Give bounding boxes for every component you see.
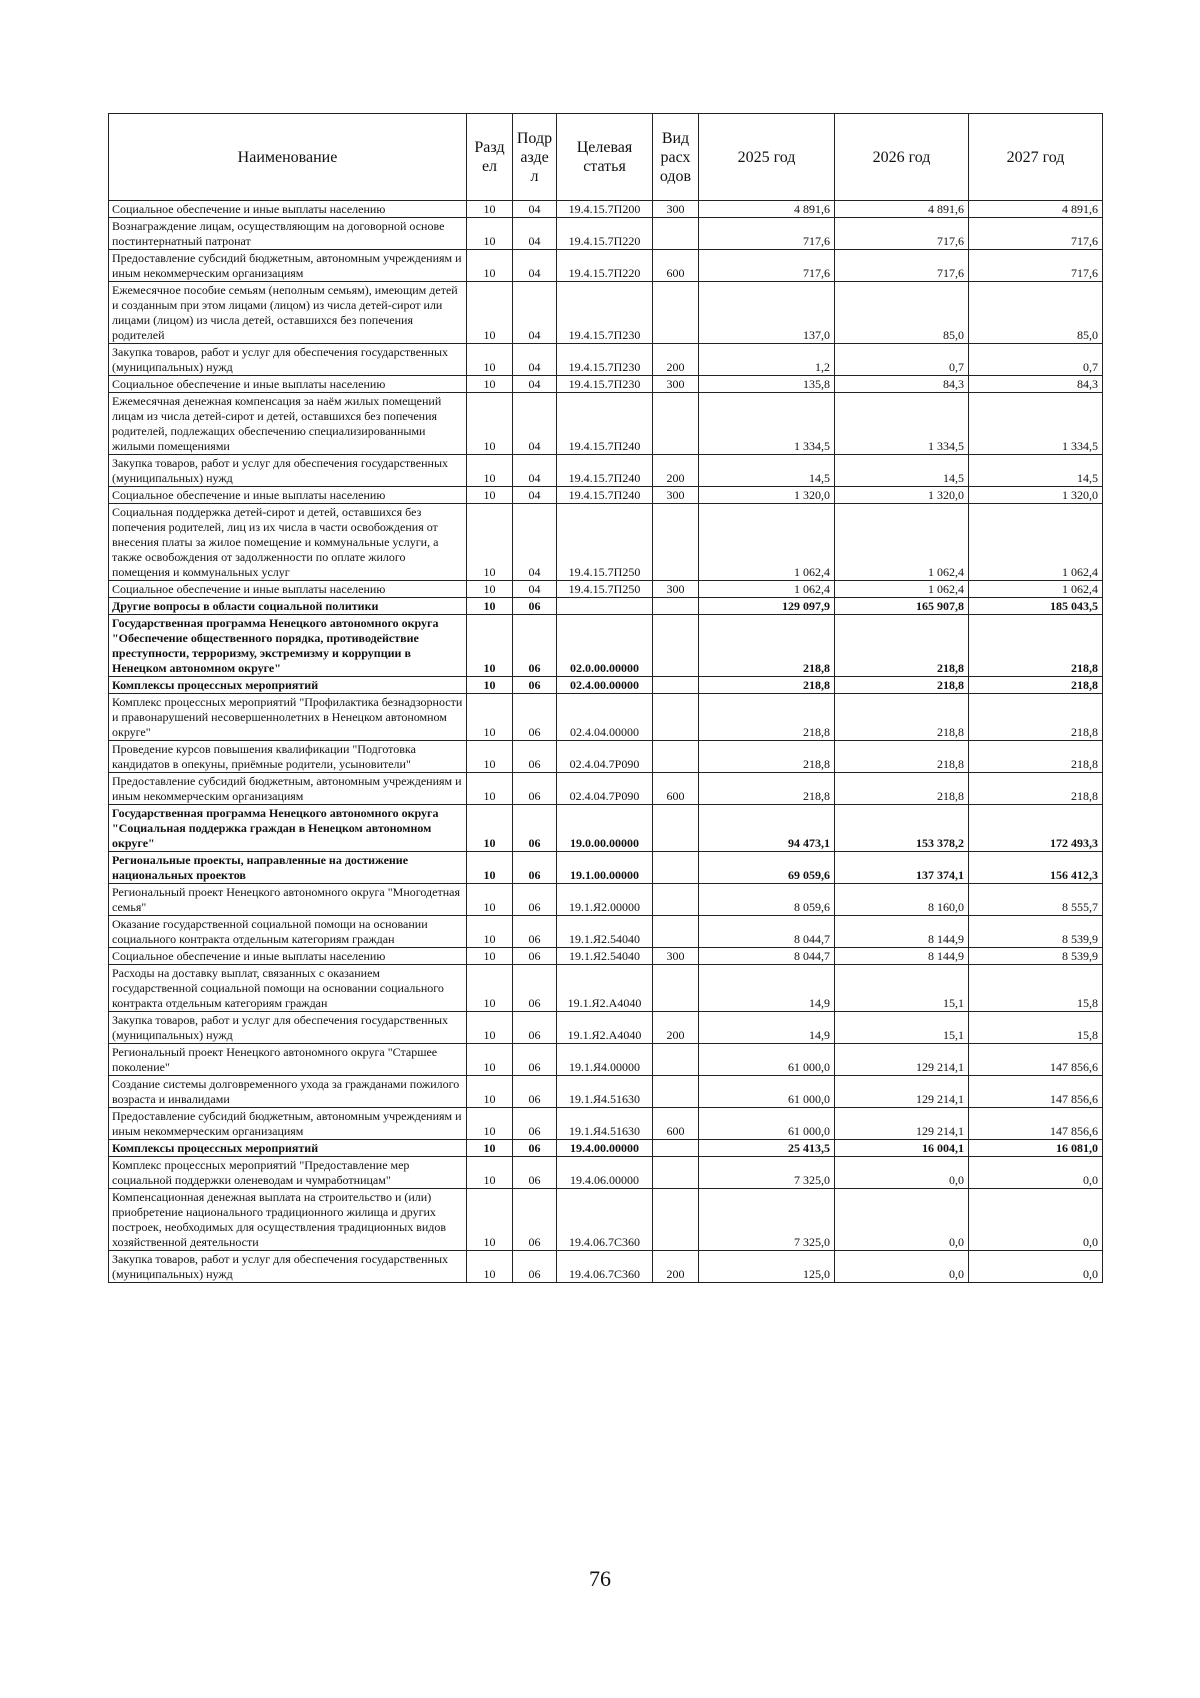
- header-year-2026: 2026 год: [835, 114, 969, 201]
- table-row: [109, 201, 1103, 218]
- row-name-cell: Закупка товаров, работ и услуг для обеспечения государственных (муниципальных) нужд: [109, 1012, 467, 1044]
- table-row: [109, 393, 1103, 455]
- row-subsection-cell: 06: [513, 615, 557, 677]
- row-2025-value-cell: 61 000,0: [699, 1076, 835, 1108]
- row-subsection-cell: 06: [513, 852, 557, 884]
- row-2025-value-cell: 137,0: [699, 282, 835, 344]
- row-target-article-cell: 19.4.15.7П230: [557, 344, 653, 376]
- row-expense-type-cell: 200: [653, 1251, 699, 1283]
- row-target-article-cell: 19.4.06.00000: [557, 1157, 653, 1189]
- row-subsection-cell: 04: [513, 504, 557, 581]
- row-target-article-cell: 19.4.15.7П220: [557, 218, 653, 250]
- row-2025-value-cell: 1 334,5: [699, 393, 835, 455]
- row-2026-value-cell: 85,0: [835, 282, 969, 344]
- header-name: Наименование: [109, 114, 467, 201]
- row-expense-type-cell: [653, 504, 699, 581]
- row-target-article-cell: 19.1.Я2.00000: [557, 884, 653, 916]
- row-section-cell: 10: [467, 741, 513, 773]
- table-row: [109, 773, 1103, 805]
- row-expense-type-cell: [653, 1157, 699, 1189]
- row-expense-type-cell: 200: [653, 1012, 699, 1044]
- table-row: [109, 581, 1103, 598]
- table-row: [109, 677, 1103, 694]
- row-2027-value-cell: 84,3: [969, 376, 1103, 393]
- row-name-cell: Комплекс процессных мероприятий "Профилактика безнадзорности и правонарушений несовершеннолетних в Ненецком автономном округе": [109, 694, 467, 741]
- row-section-cell: 10: [467, 694, 513, 741]
- row-2026-value-cell: 1 334,5: [835, 393, 969, 455]
- row-section-cell: 10: [467, 1076, 513, 1108]
- table-row: [109, 598, 1103, 615]
- row-target-article-cell: 19.1.Я2.54040: [557, 948, 653, 965]
- row-2025-value-cell: 4 891,6: [699, 201, 835, 218]
- row-2025-value-cell: 61 000,0: [699, 1044, 835, 1076]
- row-subsection-cell: 04: [513, 455, 557, 487]
- row-2027-value-cell: 172 493,3: [969, 805, 1103, 852]
- row-2026-value-cell: 14,5: [835, 455, 969, 487]
- row-2027-value-cell: 0,7: [969, 344, 1103, 376]
- row-2025-value-cell: 61 000,0: [699, 1108, 835, 1140]
- row-section-cell: 10: [467, 376, 513, 393]
- table-row: [109, 1157, 1103, 1189]
- row-target-article-cell: 19.1.00.00000: [557, 852, 653, 884]
- row-2027-value-cell: 14,5: [969, 455, 1103, 487]
- row-target-article-cell: [557, 598, 653, 615]
- row-subsection-cell: 06: [513, 805, 557, 852]
- row-2025-value-cell: 125,0: [699, 1251, 835, 1283]
- row-2026-value-cell: 153 378,2: [835, 805, 969, 852]
- table-row: [109, 884, 1103, 916]
- row-subsection-cell: 06: [513, 1012, 557, 1044]
- row-name-cell: Комплекс процессных мероприятий "Предоставление мер социальной поддержки оленеводам и чумработницам": [109, 1157, 467, 1189]
- row-expense-type-cell: [653, 741, 699, 773]
- table-body: [109, 201, 1103, 1283]
- row-target-article-cell: 19.4.15.7П250: [557, 581, 653, 598]
- row-expense-type-cell: [653, 1044, 699, 1076]
- table-row: [109, 1076, 1103, 1108]
- row-name-cell: Другие вопросы в области социальной политики: [109, 598, 467, 615]
- row-2027-value-cell: 1 334,5: [969, 393, 1103, 455]
- row-2026-value-cell: 129 214,1: [835, 1108, 969, 1140]
- row-name-cell: Социальное обеспечение и иные выплаты населению: [109, 201, 467, 218]
- row-expense-type-cell: [653, 1076, 699, 1108]
- row-2025-value-cell: 218,8: [699, 773, 835, 805]
- row-2025-value-cell: 1,2: [699, 344, 835, 376]
- header-subsection: Подр азде л: [513, 114, 557, 201]
- row-name-cell: Предоставление субсидий бюджетным, автономным учреждениям и иным некоммерческим организациям: [109, 773, 467, 805]
- row-name-cell: Социальное обеспечение и иные выплаты населению: [109, 376, 467, 393]
- row-expense-type-cell: 300: [653, 201, 699, 218]
- row-name-cell: Ежемесячная денежная компенсация за наём жилых помещений лицам из числа детей-сирот и детей, оставшихся без попечения родителей, подлежащих обеспечению специализированными жилыми помещениями: [109, 393, 467, 455]
- row-2027-value-cell: 147 856,6: [969, 1044, 1103, 1076]
- row-name-cell: Предоставление субсидий бюджетным, автономным учреждениям и иным некоммерческим организациям: [109, 250, 467, 282]
- row-section-cell: 10: [467, 852, 513, 884]
- table-row: [109, 344, 1103, 376]
- row-expense-type-cell: 300: [653, 948, 699, 965]
- row-subsection-cell: 06: [513, 1251, 557, 1283]
- page-number: 76: [589, 1566, 611, 1591]
- row-target-article-cell: 19.4.15.7П250: [557, 504, 653, 581]
- row-2027-value-cell: 218,8: [969, 677, 1103, 694]
- row-name-cell: Комплексы процессных мероприятий: [109, 1140, 467, 1157]
- table-row: [109, 1140, 1103, 1157]
- row-section-cell: 10: [467, 916, 513, 948]
- row-subsection-cell: 04: [513, 344, 557, 376]
- row-2026-value-cell: 0,7: [835, 344, 969, 376]
- table-row: [109, 852, 1103, 884]
- row-2025-value-cell: 1 062,4: [699, 581, 835, 598]
- row-2027-value-cell: 8 555,7: [969, 884, 1103, 916]
- row-2025-value-cell: 218,8: [699, 694, 835, 741]
- row-2025-value-cell: 8 044,7: [699, 948, 835, 965]
- row-2026-value-cell: 218,8: [835, 773, 969, 805]
- row-2027-value-cell: 218,8: [969, 773, 1103, 805]
- table-row: [109, 694, 1103, 741]
- header-expense-type: Вид расх одов: [653, 114, 699, 201]
- table-row: [109, 615, 1103, 677]
- row-target-article-cell: 19.4.15.7П240: [557, 487, 653, 504]
- row-subsection-cell: 04: [513, 201, 557, 218]
- table-row: [109, 965, 1103, 1012]
- row-name-cell: Региональный проект Ненецкого автономного округа "Многодетная семья": [109, 884, 467, 916]
- row-2027-value-cell: 8 539,9: [969, 948, 1103, 965]
- row-section-cell: 10: [467, 1189, 513, 1251]
- row-section-cell: 10: [467, 282, 513, 344]
- table-row: [109, 1251, 1103, 1283]
- row-2026-value-cell: 218,8: [835, 694, 969, 741]
- row-target-article-cell: 19.4.15.7П240: [557, 455, 653, 487]
- row-subsection-cell: 04: [513, 581, 557, 598]
- row-2025-value-cell: 7 325,0: [699, 1189, 835, 1251]
- row-2025-value-cell: 25 413,5: [699, 1140, 835, 1157]
- row-name-cell: Региональные проекты, направленные на достижение национальных проектов: [109, 852, 467, 884]
- row-subsection-cell: 06: [513, 916, 557, 948]
- row-section-cell: 10: [467, 393, 513, 455]
- row-2025-value-cell: 218,8: [699, 677, 835, 694]
- row-section-cell: 10: [467, 773, 513, 805]
- table-row: [109, 1108, 1103, 1140]
- row-2026-value-cell: 15,1: [835, 965, 969, 1012]
- row-2025-value-cell: 717,6: [699, 218, 835, 250]
- row-2026-value-cell: 129 214,1: [835, 1044, 969, 1076]
- row-expense-type-cell: [653, 598, 699, 615]
- row-2027-value-cell: 717,6: [969, 250, 1103, 282]
- row-2025-value-cell: 94 473,1: [699, 805, 835, 852]
- row-2025-value-cell: 8 059,6: [699, 884, 835, 916]
- row-name-cell: Закупка товаров, работ и услуг для обеспечения государственных (муниципальных) нужд: [109, 344, 467, 376]
- row-2025-value-cell: 129 097,9: [699, 598, 835, 615]
- row-target-article-cell: 02.4.04.7Р090: [557, 741, 653, 773]
- row-2027-value-cell: 218,8: [969, 694, 1103, 741]
- table-row: [109, 218, 1103, 250]
- row-section-cell: 10: [467, 504, 513, 581]
- row-name-cell: Закупка товаров, работ и услуг для обеспечения государственных (муниципальных) нужд: [109, 455, 467, 487]
- row-2025-value-cell: 8 044,7: [699, 916, 835, 948]
- row-2027-value-cell: 185 043,5: [969, 598, 1103, 615]
- row-expense-type-cell: 300: [653, 581, 699, 598]
- row-section-cell: 10: [467, 581, 513, 598]
- row-expense-type-cell: [653, 916, 699, 948]
- row-2027-value-cell: 0,0: [969, 1157, 1103, 1189]
- row-2026-value-cell: 0,0: [835, 1189, 969, 1251]
- row-target-article-cell: 19.1.Я2.54040: [557, 916, 653, 948]
- row-2026-value-cell: 218,8: [835, 677, 969, 694]
- row-2026-value-cell: 165 907,8: [835, 598, 969, 615]
- row-name-cell: Государственная программа Ненецкого автономного округа "Обеспечение общественного порядка, противодействие преступности, терроризму, экстремизму и коррупции в Ненецком автономном округе": [109, 615, 467, 677]
- row-section-cell: 10: [467, 218, 513, 250]
- row-target-article-cell: 19.4.15.7П200: [557, 201, 653, 218]
- row-target-article-cell: 02.4.04.00000: [557, 694, 653, 741]
- row-2026-value-cell: 1 320,0: [835, 487, 969, 504]
- row-section-cell: 10: [467, 1157, 513, 1189]
- row-2025-value-cell: 717,6: [699, 250, 835, 282]
- row-target-article-cell: 02.4.00.00000: [557, 677, 653, 694]
- row-name-cell: Ежемесячное пособие семьям (неполным семьям), имеющим детей и созданным при этом лицами (лицом) из числа детей-сирот или лицами (лицом) из числа детей, оставшихся без попечения родителей: [109, 282, 467, 344]
- row-2026-value-cell: 0,0: [835, 1157, 969, 1189]
- row-2025-value-cell: 14,9: [699, 1012, 835, 1044]
- row-target-article-cell: 19.1.Я2.А4040: [557, 965, 653, 1012]
- row-subsection-cell: 06: [513, 884, 557, 916]
- row-name-cell: Социальное обеспечение и иные выплаты населению: [109, 487, 467, 504]
- row-expense-type-cell: [653, 393, 699, 455]
- row-2025-value-cell: 1 320,0: [699, 487, 835, 504]
- row-section-cell: 10: [467, 615, 513, 677]
- row-subsection-cell: 06: [513, 1108, 557, 1140]
- row-subsection-cell: 06: [513, 694, 557, 741]
- row-expense-type-cell: [653, 1140, 699, 1157]
- row-2027-value-cell: 8 539,9: [969, 916, 1103, 948]
- row-2026-value-cell: 8 160,0: [835, 884, 969, 916]
- row-section-cell: 10: [467, 805, 513, 852]
- row-expense-type-cell: [653, 965, 699, 1012]
- row-subsection-cell: 06: [513, 773, 557, 805]
- row-2026-value-cell: 15,1: [835, 1012, 969, 1044]
- row-2025-value-cell: 7 325,0: [699, 1157, 835, 1189]
- row-subsection-cell: 06: [513, 1044, 557, 1076]
- row-name-cell: Расходы на доставку выплат, связанных с оказанием государственной социальной помощи на основании социального контракта отдельным категориям граждан: [109, 965, 467, 1012]
- row-target-article-cell: 02.0.00.00000: [557, 615, 653, 677]
- row-2026-value-cell: 16 004,1: [835, 1140, 969, 1157]
- row-section-cell: 10: [467, 455, 513, 487]
- row-2027-value-cell: 4 891,6: [969, 201, 1103, 218]
- row-name-cell: Компенсационная денежная выплата на строительство и (или) приобретение национального традиционного жилища и других построек, необходимых для осуществления традиционных видов хозяйственной деятельности: [109, 1189, 467, 1251]
- row-section-cell: 10: [467, 677, 513, 694]
- row-name-cell: Вознаграждение лицам, осуществляющим на договорной основе постинтернатный патронат: [109, 218, 467, 250]
- header-target-article: Целевая статья: [557, 114, 653, 201]
- row-2027-value-cell: 717,6: [969, 218, 1103, 250]
- row-subsection-cell: 06: [513, 741, 557, 773]
- row-section-cell: 10: [467, 965, 513, 1012]
- row-target-article-cell: 19.4.15.7П230: [557, 376, 653, 393]
- row-2026-value-cell: 0,0: [835, 1251, 969, 1283]
- row-subsection-cell: 06: [513, 965, 557, 1012]
- row-2026-value-cell: 8 144,9: [835, 916, 969, 948]
- table-row: [109, 1044, 1103, 1076]
- row-name-cell: Социальная поддержка детей-сирот и детей, оставшихся без попечения родителей, лиц из их числа в части освобождения от внесения платы за жилое помещение и коммунальные услуги, а также освобождения от задолженности по оплате жилого помещения и коммунальных услуг: [109, 504, 467, 581]
- row-section-cell: 10: [467, 1251, 513, 1283]
- row-name-cell: Создание системы долговременного ухода за гражданами пожилого возраста и инвалидами: [109, 1076, 467, 1108]
- row-subsection-cell: 04: [513, 393, 557, 455]
- row-2026-value-cell: 84,3: [835, 376, 969, 393]
- row-2027-value-cell: 1 062,4: [969, 504, 1103, 581]
- row-2027-value-cell: 16 081,0: [969, 1140, 1103, 1157]
- row-2026-value-cell: 717,6: [835, 218, 969, 250]
- row-2026-value-cell: 717,6: [835, 250, 969, 282]
- row-2026-value-cell: 8 144,9: [835, 948, 969, 965]
- row-target-article-cell: 19.1.Я2.А4040: [557, 1012, 653, 1044]
- row-target-article-cell: 19.1.Я4.51630: [557, 1076, 653, 1108]
- row-subsection-cell: 06: [513, 948, 557, 965]
- row-2027-value-cell: 218,8: [969, 615, 1103, 677]
- row-target-article-cell: 19.1.Я4.00000: [557, 1044, 653, 1076]
- row-2027-value-cell: 156 412,3: [969, 852, 1103, 884]
- row-expense-type-cell: 600: [653, 773, 699, 805]
- row-target-article-cell: 19.4.06.7С360: [557, 1189, 653, 1251]
- table-header-row: [109, 114, 1103, 201]
- row-2025-value-cell: 135,8: [699, 376, 835, 393]
- row-subsection-cell: 06: [513, 1157, 557, 1189]
- table-row: [109, 376, 1103, 393]
- header-year-2025: 2025 год: [699, 114, 835, 201]
- row-subsection-cell: 06: [513, 1140, 557, 1157]
- header-section: Разд ел: [467, 114, 513, 201]
- row-2026-value-cell: 218,8: [835, 741, 969, 773]
- budget-table: [108, 113, 1103, 1283]
- row-target-article-cell: 19.4.00.00000: [557, 1140, 653, 1157]
- row-2025-value-cell: 14,5: [699, 455, 835, 487]
- row-name-cell: Социальное обеспечение и иные выплаты населению: [109, 581, 467, 598]
- row-expense-type-cell: 600: [653, 1108, 699, 1140]
- row-2027-value-cell: 85,0: [969, 282, 1103, 344]
- row-section-cell: 10: [467, 487, 513, 504]
- row-2026-value-cell: 137 374,1: [835, 852, 969, 884]
- row-subsection-cell: 06: [513, 1189, 557, 1251]
- row-2027-value-cell: 147 856,6: [969, 1108, 1103, 1140]
- row-expense-type-cell: [653, 805, 699, 852]
- row-name-cell: Закупка товаров, работ и услуг для обеспечения государственных (муниципальных) нужд: [109, 1251, 467, 1283]
- row-section-cell: 10: [467, 1044, 513, 1076]
- row-expense-type-cell: [653, 218, 699, 250]
- row-target-article-cell: 19.1.Я4.51630: [557, 1108, 653, 1140]
- row-2025-value-cell: 14,9: [699, 965, 835, 1012]
- row-expense-type-cell: [653, 1189, 699, 1251]
- row-2027-value-cell: 218,8: [969, 741, 1103, 773]
- row-name-cell: Предоставление субсидий бюджетным, автономным учреждениям и иным некоммерческим организациям: [109, 1108, 467, 1140]
- row-expense-type-cell: [653, 852, 699, 884]
- row-expense-type-cell: [653, 884, 699, 916]
- row-subsection-cell: 06: [513, 1076, 557, 1108]
- row-2025-value-cell: 1 062,4: [699, 504, 835, 581]
- row-expense-type-cell: 600: [653, 250, 699, 282]
- row-2027-value-cell: 147 856,6: [969, 1076, 1103, 1108]
- row-expense-type-cell: [653, 615, 699, 677]
- row-subsection-cell: 04: [513, 487, 557, 504]
- row-name-cell: Комплексы процессных мероприятий: [109, 677, 467, 694]
- row-target-article-cell: 02.4.04.7Р090: [557, 773, 653, 805]
- row-2026-value-cell: 129 214,1: [835, 1076, 969, 1108]
- row-2027-value-cell: 1 320,0: [969, 487, 1103, 504]
- row-2025-value-cell: 218,8: [699, 615, 835, 677]
- row-2026-value-cell: 218,8: [835, 615, 969, 677]
- table-row: [109, 504, 1103, 581]
- row-section-cell: 10: [467, 948, 513, 965]
- table-row: [109, 250, 1103, 282]
- row-section-cell: 10: [467, 1108, 513, 1140]
- row-subsection-cell: 06: [513, 677, 557, 694]
- row-2027-value-cell: 15,8: [969, 1012, 1103, 1044]
- row-expense-type-cell: [653, 282, 699, 344]
- row-target-article-cell: 19.4.15.7П220: [557, 250, 653, 282]
- row-section-cell: 10: [467, 1140, 513, 1157]
- row-target-article-cell: 19.4.15.7П230: [557, 282, 653, 344]
- table-row: [109, 282, 1103, 344]
- row-2027-value-cell: 15,8: [969, 965, 1103, 1012]
- row-expense-type-cell: 200: [653, 344, 699, 376]
- row-2026-value-cell: 4 891,6: [835, 201, 969, 218]
- row-2025-value-cell: 69 059,6: [699, 852, 835, 884]
- row-section-cell: 10: [467, 598, 513, 615]
- row-expense-type-cell: [653, 677, 699, 694]
- row-name-cell: Социальное обеспечение и иные выплаты населению: [109, 948, 467, 965]
- row-subsection-cell: 04: [513, 376, 557, 393]
- row-expense-type-cell: 200: [653, 455, 699, 487]
- row-subsection-cell: 06: [513, 598, 557, 615]
- row-name-cell: Региональный проект Ненецкого автономного округа "Старшее поколение": [109, 1044, 467, 1076]
- row-2027-value-cell: 0,0: [969, 1251, 1103, 1283]
- row-subsection-cell: 04: [513, 218, 557, 250]
- row-section-cell: 10: [467, 884, 513, 916]
- row-expense-type-cell: [653, 694, 699, 741]
- row-name-cell: Оказание государственной социальной помощи на основании социального контракта отдельным категориям граждан: [109, 916, 467, 948]
- table-row: [109, 455, 1103, 487]
- table-row: [109, 805, 1103, 852]
- row-expense-type-cell: 300: [653, 376, 699, 393]
- row-section-cell: 10: [467, 344, 513, 376]
- row-expense-type-cell: 300: [653, 487, 699, 504]
- table-row: [109, 916, 1103, 948]
- row-target-article-cell: 19.4.15.7П240: [557, 393, 653, 455]
- row-2027-value-cell: 1 062,4: [969, 581, 1103, 598]
- row-section-cell: 10: [467, 1012, 513, 1044]
- header-year-2027: 2027 год: [969, 114, 1103, 201]
- row-section-cell: 10: [467, 250, 513, 282]
- row-name-cell: Проведение курсов повышения квалификации "Подготовка кандидатов в опекуны, приёмные родители, усыновители": [109, 741, 467, 773]
- row-subsection-cell: 04: [513, 282, 557, 344]
- table-row: [109, 487, 1103, 504]
- table-row: [109, 948, 1103, 965]
- row-subsection-cell: 04: [513, 250, 557, 282]
- row-name-cell: Государственная программа Ненецкого автономного округа "Социальная поддержка граждан в Ненецком автономном округе": [109, 805, 467, 852]
- row-2026-value-cell: 1 062,4: [835, 504, 969, 581]
- row-target-article-cell: 19.0.00.00000: [557, 805, 653, 852]
- table-row: [109, 741, 1103, 773]
- row-2025-value-cell: 218,8: [699, 741, 835, 773]
- table-row: [109, 1189, 1103, 1251]
- row-target-article-cell: 19.4.06.7С360: [557, 1251, 653, 1283]
- row-2027-value-cell: 0,0: [969, 1189, 1103, 1251]
- row-2026-value-cell: 1 062,4: [835, 581, 969, 598]
- table-row: [109, 1012, 1103, 1044]
- row-section-cell: 10: [467, 201, 513, 218]
